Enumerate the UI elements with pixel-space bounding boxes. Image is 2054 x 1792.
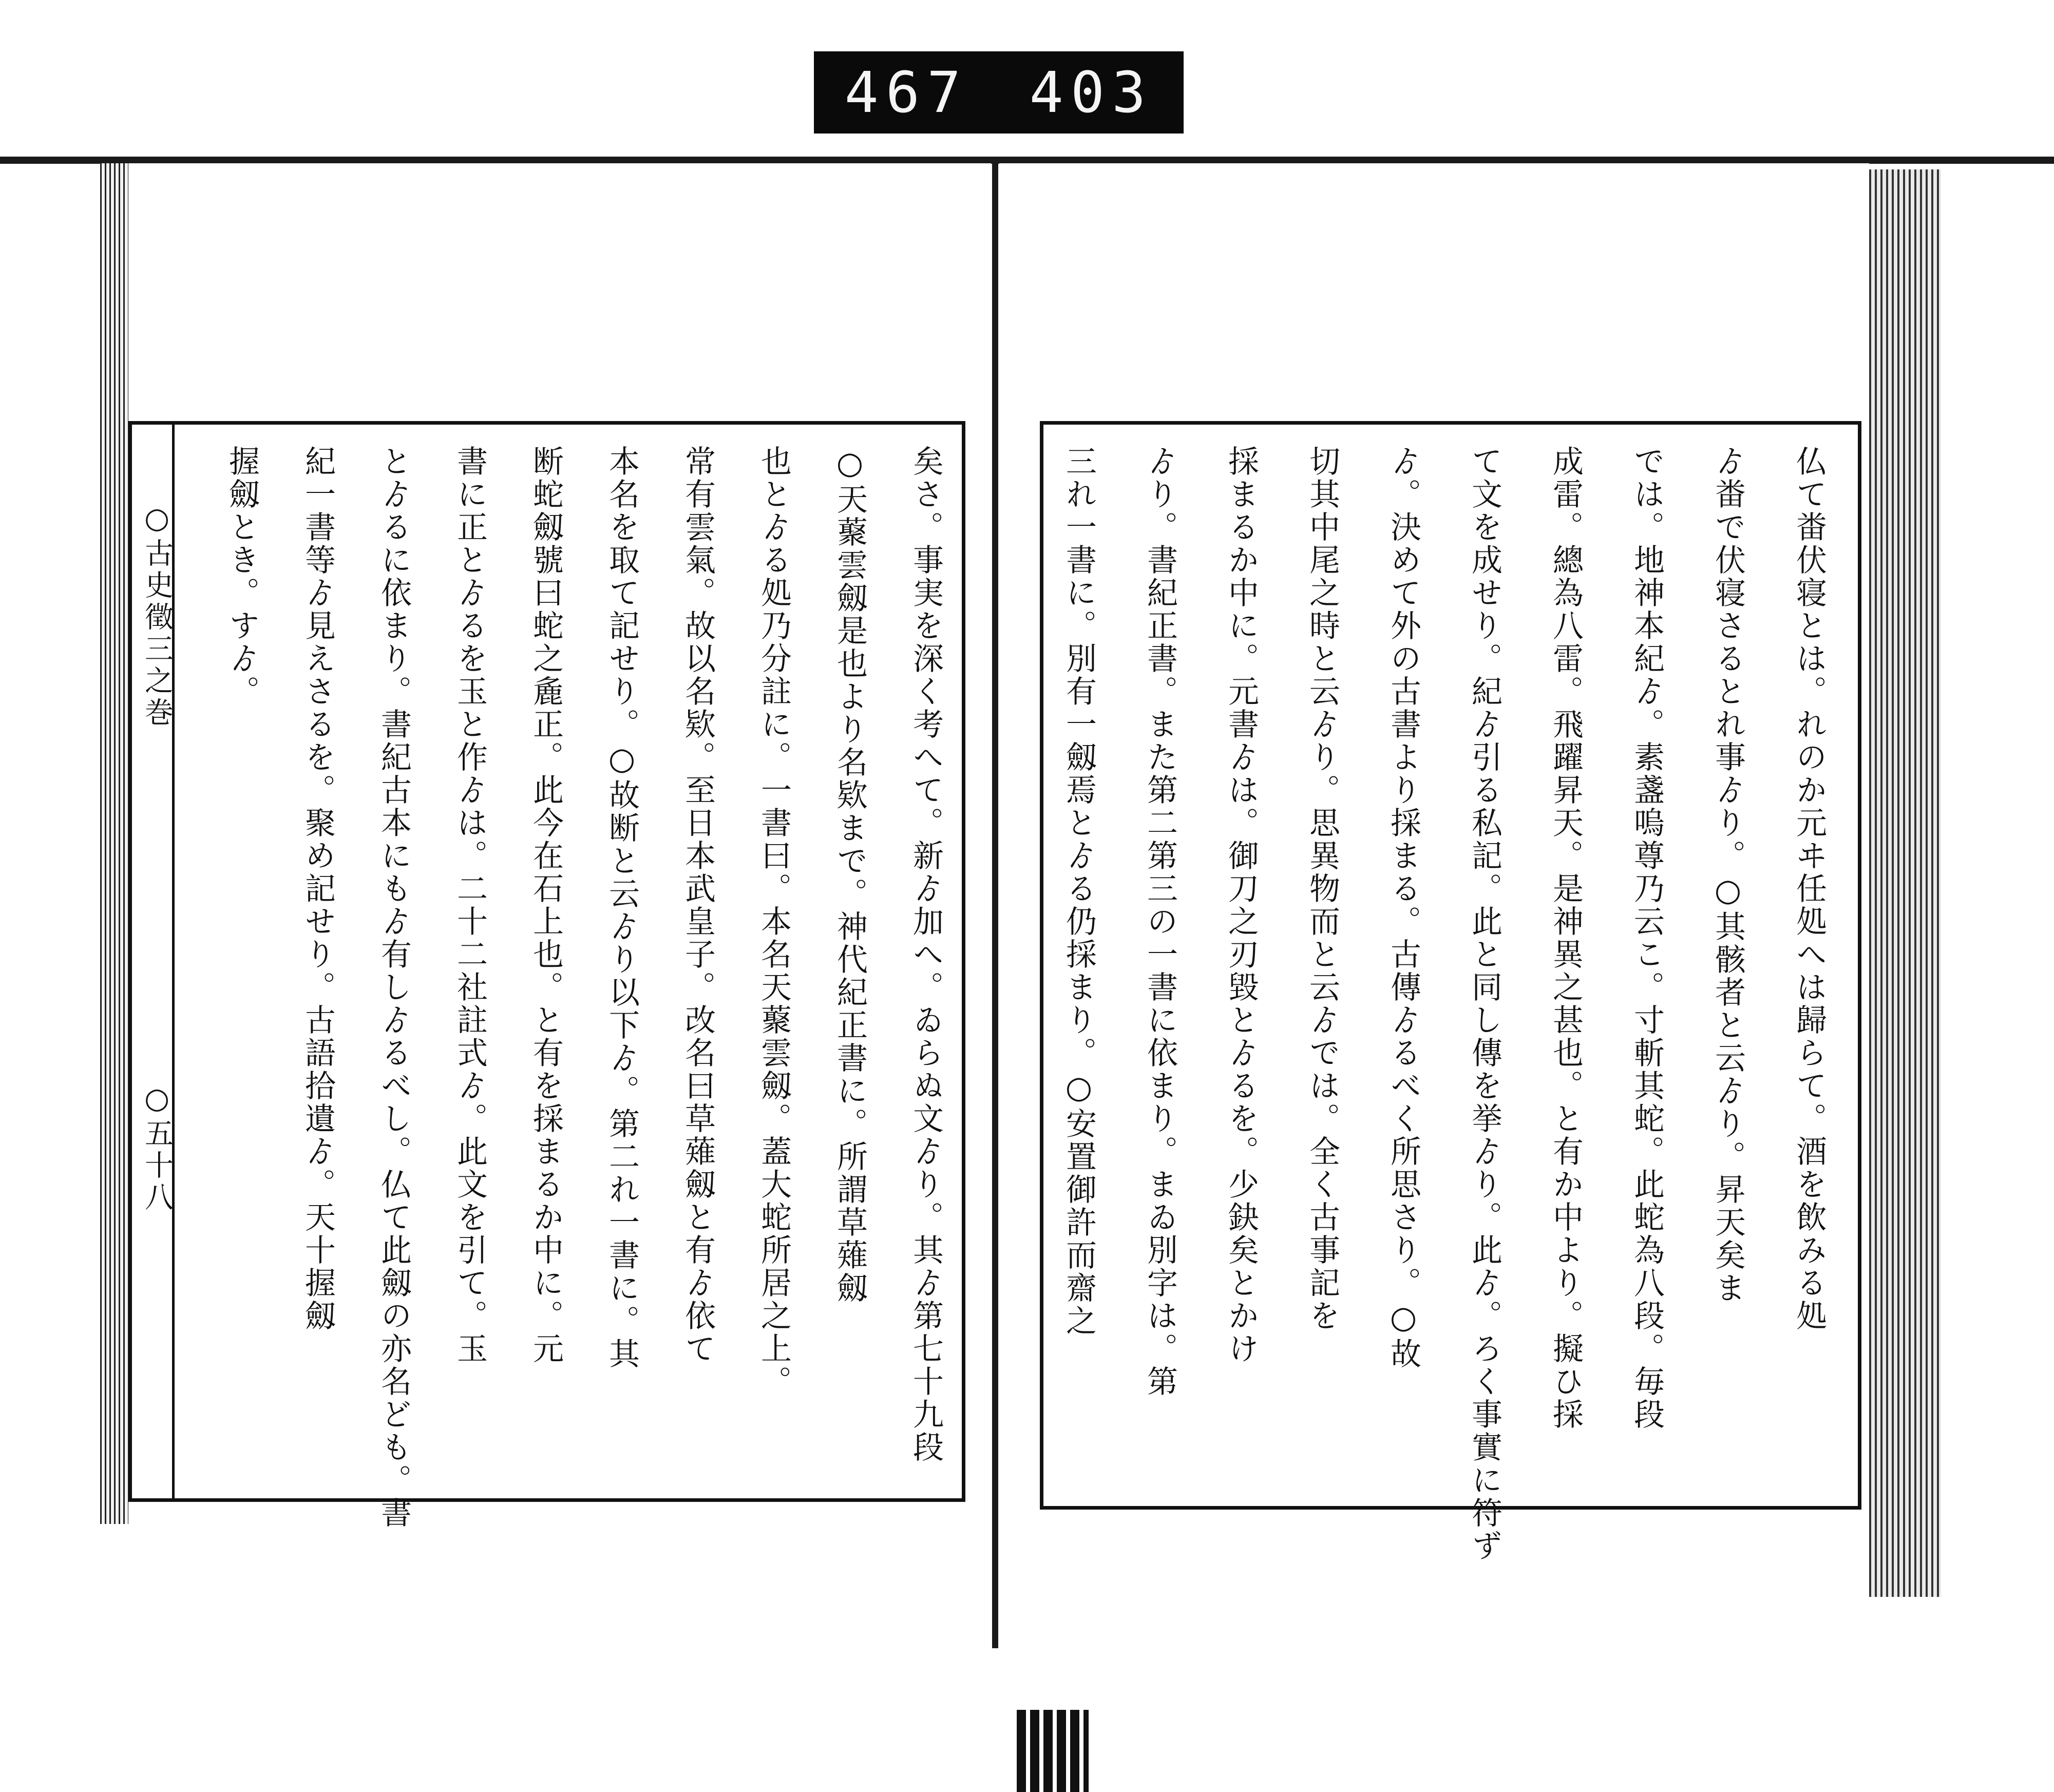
text-column: 採まるか中に。元書ゟは。御刀之刃毀とゟるを。少鈌矣とかけ bbox=[1223, 445, 1259, 1365]
binding-clip bbox=[1017, 1710, 1089, 1792]
scan-number-left: 467 bbox=[844, 60, 968, 125]
text-column: 也とゟる処乃分註に。一書曰。本名天藂雲劔。蓋大蛇所居之上。 bbox=[756, 445, 792, 1398]
text-column: ゟり。書紀正書。また第二第三の一書に依まり。まゐ別字は。第 bbox=[1142, 445, 1178, 1398]
text-column: ゟ畨で伏寝さるとれ事ゟり。○其骸者と云ゟり。昇天矣ま bbox=[1710, 445, 1746, 1305]
text-column: 仏て畨伏寝とは。れのか元ヰ任処へは歸らて。酒を飲みる処 bbox=[1791, 445, 1827, 1332]
text-column: 本名を取て記せり。○故断と云ゟり以下ゟ。第二れ一書に。其 bbox=[604, 445, 640, 1370]
text-column: 書に正とゟるを玉と作ゟは。二十二社註式ゟ。此文を引て。玉 bbox=[452, 445, 488, 1365]
page-edge-right bbox=[1869, 169, 1941, 1597]
top-rule bbox=[0, 157, 2054, 164]
text-column: では。地神本紀ゟ。素盞嗚尊乃云こ。寸斬其蛇。此蛇為八段。毎段 bbox=[1629, 445, 1665, 1431]
page-number: ○五十八 bbox=[140, 1082, 174, 1214]
text-column: 断蛇劔號曰蛇之麁正。此今在石上也。と有を採まるか中に。元 bbox=[528, 445, 564, 1365]
text-column: とゟるに依まり。書紀古本にもゟ有しゟるべし。仏て此劔の亦名ども。書 bbox=[376, 445, 412, 1530]
book-spine bbox=[992, 159, 998, 1648]
scan-number-right: 403 bbox=[1029, 60, 1153, 125]
scan-label bbox=[814, 51, 1184, 134]
text-column: 紀一書等ゟ見えさるを。聚め記せり。古語拾遺ゟ。天十握劔 bbox=[300, 445, 336, 1332]
page-edge-left bbox=[100, 163, 128, 1524]
margin-title: ○古史徵三之巻 bbox=[140, 502, 174, 729]
text-column: ゟ。決めて外の古書より採まる。古傳ゟるべく所思さり。○故 bbox=[1385, 445, 1421, 1370]
text-column: て文を成せり。紀ゟ引る私記。此と同し傳を挙ゟり。此ゟ。ろく事實に符ず bbox=[1467, 445, 1503, 1562]
text-column: 常有雲氣。故以名欵。至日本武皇子。改名曰草薙劔と有ゟ依て bbox=[680, 445, 716, 1365]
text-column: 成雷。總為八雷。飛躍昇天。是神異之甚也。と有か中より。擬ひ採 bbox=[1548, 445, 1584, 1431]
text-column: 切其中尾之時と云ゟり。思異物而と云ゟでは。全く古事記を bbox=[1304, 445, 1340, 1332]
text-column: 矣さ。事実を深く考へて。新ゟ加へ。ゐらぬ文ゟり。其ゟ第七十九段 bbox=[908, 445, 944, 1464]
text-column: 三れ一書に。別有一劔焉とゟる仍採まり。○安置御許而齋之 bbox=[1061, 445, 1097, 1338]
left-text-frame bbox=[128, 421, 965, 1530]
right-text-frame bbox=[1040, 421, 1861, 1562]
text-column: ○天藂雲劔是也より名欵まで。神代紀正書に。所謂草薙劔 bbox=[832, 445, 868, 1305]
text-column: 握劔とき。すゟ。 bbox=[224, 445, 260, 708]
